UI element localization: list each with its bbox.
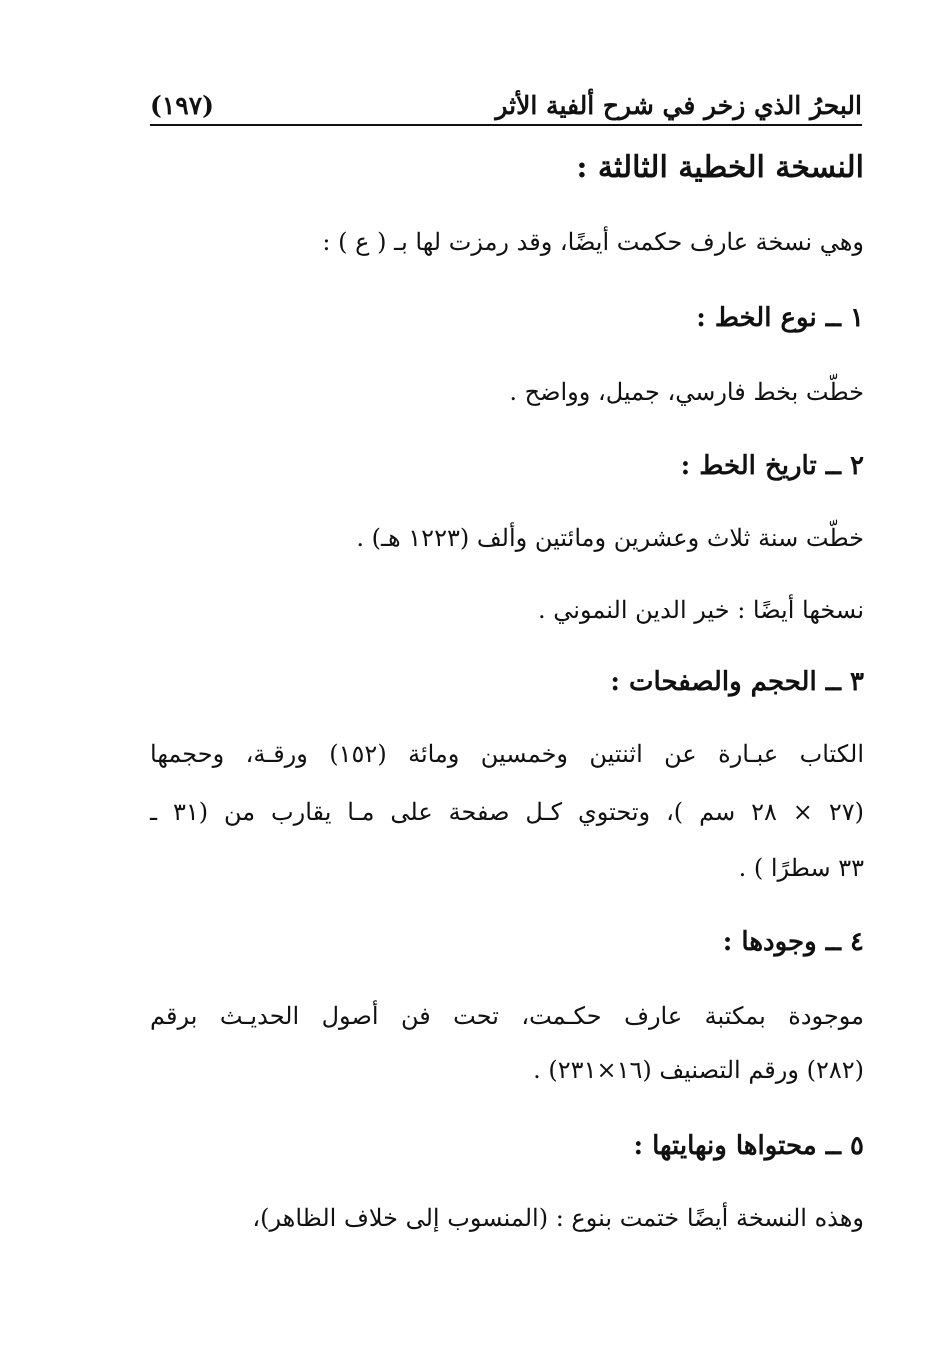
- page-number: (١٩٧): [150, 91, 214, 120]
- item-text-line: خطّت بخط فارسي، جميل، وواضح .: [509, 378, 864, 406]
- item-text-line: الكتاب عبـارة عن اثنتين وخمسين ومائة (١٥٢) ورقـة، وحجمها: [150, 740, 864, 768]
- item-text-line: ٣٣ سطرًا ) .: [738, 854, 864, 882]
- item-text-line: خطّت سنة ثلاث وعشرين ومائتين وألف (١٢٢٣ هـ) .: [356, 524, 864, 552]
- running-header-title: البحرُ الذي زخر في شرح ألفية الأثر: [495, 91, 862, 120]
- item-heading-content-ending: ٥ ــ محتواها ونهايتها :: [633, 1131, 864, 1161]
- header-rule: [150, 124, 862, 126]
- item-heading-script-date: ٢ ــ تاريخ الخط :: [680, 451, 864, 481]
- item-text-line: (٢٨٢) ورقم التصنيف (١٦×٢٣١) .: [533, 1056, 864, 1084]
- item-heading-script-type: ١ ــ نوع الخط :: [696, 303, 864, 333]
- item-text-line: نسخها أيضًا : خير الدين النموني .: [538, 596, 864, 624]
- item-heading-size-pages: ٣ ــ الحجم والصفحات :: [610, 667, 864, 697]
- section-title: النسخة الخطية الثالثة :: [576, 150, 864, 185]
- item-text-line: وهذه النسخة أيضًا ختمت بنوع : (المنسوب إلى خلاف الظاهر)،: [252, 1204, 864, 1232]
- item-heading-location: ٤ ــ وجودها :: [722, 927, 864, 957]
- running-header: [150, 80, 862, 124]
- item-text-line: (٢٧ × ٢٨ سم )، وتحتوي كـل صفحة على مـا يقارب من (٣١ ـ: [150, 798, 864, 826]
- intro-paragraph: وهي نسخة عارف حكمت أيضًا، وقد رمزت لها بـ ( ع ) :: [322, 228, 864, 256]
- item-text-line: موجودة بمكتبة عارف حكـمت، تحت فن أصول الحديـث برقم: [150, 1002, 864, 1030]
